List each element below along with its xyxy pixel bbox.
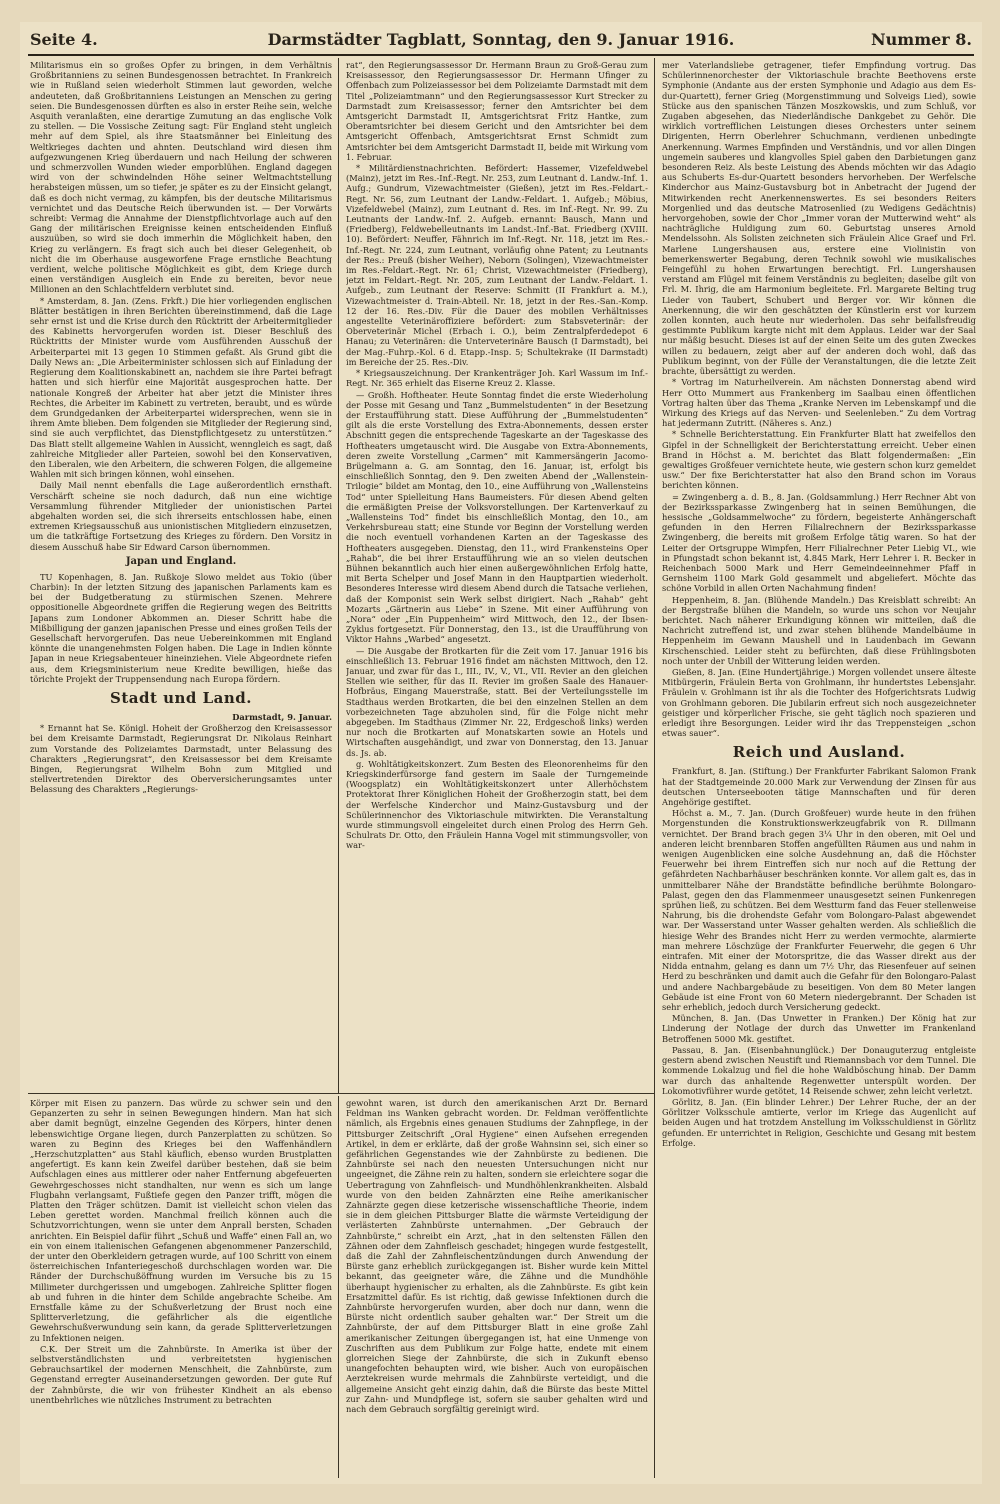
article-kriegsauszeichnung: * Kriegsauszeichnung. Der Krankenträger Joh. Karl Wassum im Inf.-Regt. Nr. 365 erhielt das Eiserne Kreuz 2. Klasse. (346, 368, 648, 389)
article-passau: Passau, 8. Jan. (Eisenbahnunglück.) Der Donauguterzug entgleiste gestern abend zwischen Neustift und Riemannsbach vor dem Tunnel. Die kommende Lokalzug und fiel die hohe Waldböschung hinab. Der Damm war durch das anhaltende Regenwetter unterspült worden. Der Lokomotivführer wurde getötet, 14 Reisende schwer, zehn leicht verletzt. (662, 1044, 976, 1096)
bottom-column-2 (346, 1098, 648, 1478)
heading-japan-england: Japan und England. (125, 555, 237, 567)
article-giessen: Gießen, 8. Jan. (Eine Hundertjährige.) Morgen vollendet unsere älteste Mitbürgerin, Fräulein Berta von Grohlmann, ihr hundertstes Lebensjahr. Fräulein v. Grohlmann ist ihr als die Tochter des Hofgerichtsrats Ludwig von Grohlmann geboren. Die Jubilarin erfreut sich noch ausgezeichneter geistiger und körperlicher Frische, sie geht täglich noch spazieren und erledigt ihre Besorgungen. Leider wird ihr das Treppensteigen „schon etwas sauer“. (662, 666, 976, 739)
article-zahnbuerste-cont: gewohnt waren, ist durch den amerikanischen Arzt Dr. Bernard Feldman ins Wanken gebracht worden. Dr. Feldman veröffentlichte nämlich, als Ergebnis eines genauen Studiums der Zahnpflege, in der Pittsburger Zeitschrift „Oral Hygiene“ einen Aufsehen erregenden Artikel, in dem er erklärte, daß der große Wahnsinn sei, sich einer so gefährlichen Gegenstandes wie der Zahnbürste zu bedienen. Die Zahnbürste sei nach den neuesten Untersuchungen nicht nur ungeeignet, die Zähne rein zu halten, sondern sie erleichtere sogar die Uebertragung von Zahnfleisch- und Mundhöhlenkrankheiten. Alsbald wurde von den beiden Zahnärzten eine Reihe amerikanischer Zahnärzte gegen diese ketzerische wissenschaftliche Theorie, indem sie in dem gleichen Pittsburger Blatte die wärmste Verteidigung der verlästerten Zahnbürste unternahmen. „Der Gebrauch der Zahnbürste,“ schreibt ein Arzt, „hat in den seltensten Fällen den Zähnen oder dem Zahnfleisch geschadet; hingegen wurde festgestellt, daß die Zahl der Zahnfleischentzündungen durch Anwendung der Bürste ganz erheblich zurückgegangen ist. Bisher wurde kein Mittel bekannt, das geeigneter wäre, die Zähne und die Mundhöhle überhaupt hygienischer zu erhalten, als die Zahnbürste. Es gibt kein Ersatzmittel dafür. Es ist richtig, daß gewisse Infektionen durch die Zahnbürste hervorgerufen wurden, aber doch nur dann, wenn die Bürste nicht ordentlich sauber gehalten war.“ Der Streit um die Zahnbürste, der auf dem Pittsburger Blatt in eine große Zahl amerikanischer Zeitungen übergegangen ist, hat eine Unmenge von Zuschriften aus dem Publikum zur Folge hatte, endete mit einem glorreichen Siege der Zahnbürste, die sich in Zukunft ebenso unangefochten behaupten wird, wie bisher. Auch von europäischen Aerztekreisen wurde mehrmals die Zahnbürste verteidigt, und die allgemeine Ansicht geht einzig dahin, daß die Bürste das beste Mittel zur Zahn- und Mundpflege ist, sofern sie sauber gehalten wird und nach dem Gebrauch sorgfältig gereinigt wird. (346, 1098, 648, 1415)
article-amsterdam: * Amsterdam, 8. Jan. (Zens. Frkft.) Die hier vorliegenden englischen Blätter bestätigen in ihren Berichten übereinstimmend, daß die Lage sehr ernst ist und die Krise durch den Rücktritt der Arbeitermitglieder des Kabinetts hervorgerufen worden ist. Dieser Beschluß des Rücktritts der Minister wurde vom Ausführenden Ausschuß der Arbeiterpartei mit 13 gegen 10 Stimmen gefaßt. Als Grund gibt die Daily News an: „Die Arbeiterminister schlossen sich auf Einladung der Regierung dem Koalitionskabinett an, nachdem sie ihre Partei befragt hatten und sich hierfür eine Majorität ausgesprochen hatte. Der nationale Kongreß der Arbeiter hat aber jetzt die Minister ihres Rechtes, die Arbeiter im Kabinett zu vertreten, beraubt, und es würde dem Grundgedanken der Arbeiterpartei widersprechen, wenn sie in ihrem Amte blieben. Dem folgenden sie Mitglieder der Regierung sind, sind sie auch verpflichtet, das Dienstpflichtgesetz zu unterstützen.“ Das Blatt stellt allgemeine Wahlen in Aussicht, wenngleich es sagt, daß zahlreiche Mitglieder aller Parteien, sowohl bei den Konservativen, den Liberalen, wie den Arbeitern, die schweren Folgen, die allgemeine Wahlen mit sich bringen können, wohl einsehen. (30, 295, 332, 480)
page-number: Seite 4. (30, 30, 98, 49)
paper-title: Darmstädter Tagblatt, Sonntag, den 9. Januar 1916. (267, 30, 735, 49)
article-berichterstattung: * Schnelle Berichterstattung. Ein Frankfurter Blatt hat zweifellos den Gipfel in der Schnelligkeit der Berichterstattung erreicht. Ueber einen Brand in Höchst a. M. berichtet das Blatt folgendermaßen: „Ein gewaltiges Großfeuer vernichtete heute, wie gestern schon kurz gemeldet usw.“ Der fixe Berichterstatter hat also den Brand schon im Voraus berichten können. (662, 429, 976, 491)
article-text: mer Vaterlandsliebe getragener, tiefer Empfindung vortrug. Das Schülerinnenorchester der Viktoriaschule brachte Beethovens erste Symphonie (Andante aus der ersten Symphonie und Adagio aus dem Es-dur-Quartett), ferner Grieg (Morgenstimmung und Solveigs Lied), sowie Stücke aus den spanischen Tänzen Moszkowskis, und zum Schluß, vor Zugaben abgesehen, das Niederländische Dankgebet zu Gehör. Die wirklich vortrefflichen Leistungen dieses Orchesters unter seinem Dirigenten, Herrn Oberlehrer Schuchmann, verdienen unbedingte Anerkennung. Warmes Empfinden und Verständnis, und vor allen Dingen ungemein sauberes und klangvolles Spiel gaben den Darbietungen ganz besonderen Reiz. Als beste Leistung des Abends möchten wir das Adagio aus Schuberts Es-dur-Quartett besonders hervorheben. Der Werfelsche Kinderchor aus Mainz-Gustavsburg bot in Anbetracht der Jugend der Mitwirkenden recht Anerkennenswertes. Es sei besonders Reiters Morgenlied und das deutsche Matrosenlied (zu Wedigens Gedächtnis) hervorgehoben, sowie der Chor „Immer voran der Mutterwind weht“ als nachträgliche Huldigung zum 60. Geburtstag unseres Arnold Mendelssohn. Als Solisten zeichneten sich Fräulein Alice Graef und Frl. Marlene Lungershausen aus, erstere eine Violinistin von bemerkenswerter Begabung, deren Technik sowohl wie musikalisches Feingefühl zu hohen Erwartungen berechtigt. Frl. Lungershausen verstand am Flügel mit feinem Verständnis zu begleiten; daselbe gilt von Frl. M. Ihrig, die am Harmonium begleitete. Frl. Margarete Belting trug Lieder von Taubert, Schubert und Berger vor. Wir können die Anerkennung, die wir den geschätzten der Künstlerin erst vor kurzem zollen konnten, auch heute nur wiederholen. Das sehr beifallsfreudig gestimmte Publikum kargte nicht mit dem Applaus. Leider war der Saal nur mäßig besucht. Dieses ist auf der einen Seite um des guten Zweckes willen zu bedauern, zeigt aber auf der anderen doch wohl, daß das Publikum beginnt, von der Fülle der Veranstaltungen, die die letzte Zeit brachte, übersättigt zu werden. (662, 60, 976, 377)
column-2 (346, 60, 648, 1090)
article-militaer: * Militärdienstnachrichten. Befördert: Hassemer, Vizefeldwebel (Mainz), jetzt im Res.-Inf.-Regt. Nr. 253, zum Leutnant d. Landw.-Inf. 1. Aufg.; Gundrum, Vizewachtmeister (Gießen), jetzt im Res.-Feldart.-Regt. Nr. 56, zum Leutnant der Landw.-Feldart. 1. Aufgeb.; Möbius, Vizefeldwebel (Mainz), zum Leutnant d. Res. im Inf.-Regt. Nr. 99. Zu Leutnants der Landw.-Inf. 2. Aufgeb. ernannt: Bausch, Mann und (Friedberg), Feldwebelleutnants im Landst.-Inf.-Bat. Friedberg (XVIII. 10). Befördert: Neuffer, Fähnrich im Inf.-Regt. Nr. 118, jetzt im Res.-Inf.-Regt. Nr. 224, zum Leutnant, vorläufig ohne Patent; zu Leutnants der Res.: Preuß (bisher Weiher), Neborn (Solingen), Vizewachtmeister im Res.-Feldart.-Regt. Nr. 61; Christ, Vizewachtmeister (Friedberg), jetzt im Feldart.-Regt. Nr. 205, zum Leutnant der Landw.-Feldart. 1. Aufgeb., zum Leutnant der Reserve: Schmitt (II Frankfurt a. M.), Vizewachtmeister d. Train-Abteil. Nr. 18, jetzt in der Res.-San.-Komp. 12 der 16. Res.-Div. Für die Dauer des mobilen Verhältnisses angestellte Veterinäroffiziere befördert: zum Stabsveterinär: der Oberveterinär Michel (Erbach i. O.), beim Zentralpferdedepot 6 Hanau; zu Veterinären: die Unterveterinäre Bausch (I Darmstadt), bei der Mag.-Fuhrp.-Kol. 6 d. Etapp.-Insp. 5; Schultekrake (II Darmstadt) im Bereiche der 25. Res.-Div. (346, 163, 648, 367)
article-hoftheater: — Großh. Hoftheater. Heute Sonntag findet die erste Wiederholung der Posse mit Gesang und Tanz „Bummelstudenten“ in der Besetzung der Erstaufführung statt. Diese Aufführung der „Bummelstudenten“ gilt als die erste Vorstellung des Extra-Abonnements, dessen erster Abschnitt gegen die entsprechende Tageskarte an der Tageskasse des Hoftheaters umgetauscht wird. Die Ausgabe von Extra-Abonnements, deren zweite Vorstellung „Carmen“ mit Kammersängerin Jacomo-Brügelmann a. G. am Sonntag, den 16. Januar, ist, erfolgt bis einschließlich Sonntag, den 9. Den zweiten Abend der „Wallenstein-Trilogie“ bildet am Montag, den 10., eine Aufführung von „Wallensteins Tod“ unter Spielleitung Hans Baumeisters. Für diesen Abend gelten die ermäßigten Preise der Volksvorstellungen. Der Kartenverkauf zu „Wallensteins Tod“ findet bis einschließlich Montag, den 10., am Verkehrsbureau statt; eine Stunde vor Beginn der Vorstellung werden die noch eventuell vorhandenen Karten an der Tageskasse des Hoftheaters ausgegeben. Dienstag, den 11., wird Frankensteins Oper „Rahab“, die bei ihrer Erstaufführung wie an so vielen deutschen Bühnen bekanntlich auch hier einen außergewöhnlichen Erfolg hatte, mit Berta Schelper und Josef Mann in den Hauptpartien wiederholt. Besonderes Interesse wird diesem Abend durch die Tatsache verliehen, daß der Komponist sein Werk selbst dirigiert. Nach „Rahab“ geht Mozarts „Gärtnerin aus Liebe“ in Szene. Mit einer Aufführung von „Nora“ oder „Ein Puppenheim“ wird Mittwoch, den 12., der Ibsen-Zyklus fortgesetzt. Für Donnerstag, den 13., ist die Uraufführung von Viktor Hahns „Warbed“ angesetzt. (346, 389, 648, 645)
article-frankfurt: Frankfurt, 8. Jan. (Stiftung.) Der Frankfurter Fabrikant Salomon Frank hat der Stadtgemeinde 20.000 Mark zur Verwendung der Zinsen für aus deutschen Unterseebooten tätige Mannschaften und für deren Angehörige gestiftet. (662, 766, 976, 808)
heading-reich-und-ausland: Reich und Ausland. (732, 743, 906, 762)
column-rule (338, 1096, 339, 1478)
article-zwingenberg: = Zwingenberg a. d. B., 8. Jan. (Goldsammlung.) Herr Rechner Abt von der Bezirkssparkasse Zwingenberg hat in seinen Bemühungen, die hessische „Goldsammelwoche“ zu fördern, begeisterte Anhängerschaft gefunden in den Herren Filialrechnern der Bezirkssparkasse Zwingenberg, die bereits mit großem Erfolge tätig waren. So hat der Leiter der Ortsgruppe Wimpfen, Herr Filialrechner Peter Liebig VI., wie in Pfungstadt schon bekannt ist, 4.845 Mark, Herr Lehrer i. R. Becker in Reichenbach 5000 Mark und Herr Gemeindeeinnehmer Pfaff in Gernsheim 1100 Mark Gold gesammelt und abgeliefert. Möchte das schöne Vorbild in allen Orten Nachahmung finden! (662, 491, 976, 594)
column-rule (338, 58, 339, 1093)
article-hoechst: Höchst a. M., 7. Jan. (Durch Großfeuer) wurde heute in den frühen Morgenstunden die Konstruktionswerkzeugfabrik von R. Dillmann vernichtet. Der Brand brach gegen 3¼ Uhr in den oberen, mit Oel und anderen leicht brennbaren Stoffen angefüllten Räumen aus und nahm in wenigen Augenblicken eine solche Ausdehnung an, daß die Höchster Feuerwehr bei ihrem Eintreffen sich nur noch auf die Rettung der gefährdeten Nachbarhäuser beschränken konnte. Vor allem galt es, das in unmittelbarer Nähe der Brandstätte befindliche berühmte Bolongaro-Palast, gegen den das Flammenmeer unausgesetzt seinen Funkenregen sprühen ließ, zu schützen. Bei dem Westturm fand das Feuer stellenweise Nahrung, bis die drohendste Gefahr vom Bolongaro-Palast abgewendet war. Der Wasserstand unter Wasser gehalten werden. Als schließlich die hiesige Wehr des Brandes nicht Herr zu werden vermochte, alarmierte man mehrere Löschzüge der Frankfurter Feuerwehr, die gegen 6 Uhr eintrafen. Mit einer der Motorspritze, die das Wasser direkt aus der Nidda entnahm, gelang es dann um 7½ Uhr, das Riesenfeuer auf seinen Herd zu beschränken und damit auch die Gefahr für den Bolongaro-Palast und andere Nachbargebäude zu beseitigen. Von dem 80 Meter langen Gebäude ist eine Front von 60 Metern niedergebrannt. Der Schaden ist sehr erheblich, jedoch durch Versicherung gedeckt. (662, 808, 976, 1013)
article-daily-mail: Daily Mail nennt ebenfalls die Lage außerordentlich ernsthaft. Verschärft scheine sie noch dadurch, daß nun eine wichtige Versammlung führender Mitglieder der unionistischen Partei abgehalten worden sei, die sich ihrerseits entschlossen habe, einen extremen Kriegsausschuß aus unionistischen Mitgliedern einzusetzen, um die tatkräftige Fortsetzung des Krieges zu fördern. Den Vorsitz in diesem Ausschuß habe Sir Edward Carson übernommen. (30, 480, 332, 552)
article-ernannt: * Ernannt hat Se. Königl. Hoheit der Großherzog den Kreisassessor bei dem Kreisamte Darmstadt, Regierungsrat Dr. Nikolaus Reinhart zum Vorstande des Polizeiamtes Darmstadt, unter Belassung des Charakters „Regierungsrat“, den Kreisassessor bei dem Kreisamte Bingen, Regierungsrat Wilhelm Bohn zum Mitglied und stellvertretenden Direktor des Oberversicherungsamtes unter Belassung des Charakters „Regierungs- (30, 723, 332, 795)
newspaper-page (20, 22, 982, 1484)
article-goerlitz: Görlitz, 8. Jan. (Ein blinder Lehrer.) Der Lehrer Ruche, der an der Görlitzer Volksschule amtierte, verlor im Kriege das Augenlicht auf beiden Augen und hat trotzdem Anstellung im Volksschuldienst in Görlitz gefunden. Er unterrichtet in Religion, Geschichte und Gesang mit bestem Erfolge. (662, 1096, 976, 1148)
article-text: Militarismus ein so großes Opfer zu bringen, in dem Verhältnis Großbritanniens zu seinen Bundesgenossen betrachtet. In Frankreich wie in Rußland seien wiederholt Stimmen laut geworden, welche andeuteten, daß Großbritanniens Leistungen an Menschen zu gering seien. Die Bundesgenossen dürften es also in erster Reihe sein, welche Asquith veranlaßten, eine derartige Zumutung an das englische Volk zu stellen. — Die Vossische Zeitung sagt: Für England steht ungleich mehr auf dem Spiel, als ihre Staatsmänner bei Einleitung des Weltkrieges dachten und ahnten. Deutschland wird diesen ihm aufgezwungenen Krieg überdauern und nach Heilung der schweren und schmerzvollen Wunden wieder emporblühen. England dagegen wird von der schwindelnden Höhe seiner Weltmachtstellung herabsteigen müssen, um so tiefer, je später es zu der Einsicht gelangt, daß es doch nicht vermag, zu kämpfen, bis der deutsche Militarismus vernichtet und das Deutsche Reich überwunden ist. — Der Vorwärts schreibt: Vermag die Annahme der Dienstpflichtvorlage auch auf den Gang der militärischen Ereignisse keinen entscheidenden Einfluß auszuüben, so wird sie doch immerhin die Möglichkeit haben, den Krieg zu verlängern. Es fragt sich auch bei dieser Gelegenheit, ob nicht die im Oberhause ausgeworfene Frage ernstliche Beachtung verdient, welche politische Möglichkeit es gibt, dem Kriege durch einen verständigen Ausgleich ein Ende zu bereiten, bevor neue Millionen an den Schlachtfeldern verblutet sind. (30, 60, 332, 295)
column-rule (654, 58, 655, 1478)
section-rule (28, 1093, 654, 1094)
article-brotkarten: — Die Ausgabe der Brotkarten für die Zeit vom 17. Januar 1916 bis einschließlich 13. Februar 1916 findet am nächsten Mittwoch, den 12. Januar, und zwar für das I., III., IV., V., VI., VII. Revier an den gleichen Stellen wie seither, für das II. Revier im großen Saale des Hanauer-Hofbräus, Eingang Mauerstraße, statt. Bei der Verteilungsstelle im Stadthaus werden Brotkarten, die bei den einzelnen Stellen an dem vorbezeichneten Tage abzuholen sind, für die Folge nicht mehr abgegeben. Im Stadthaus (Zimmer Nr. 22, Erdgeschoß links) werden nur noch die Brotkarten auf Monatskarten sowie an Hotels und Wirtschaften ausgehändigt, und zwar von Donnerstag, den 13. Januar ds. Js. ab. (346, 645, 648, 758)
issue-number: Nummer 8. (871, 30, 972, 49)
column-1 (30, 60, 332, 1090)
column-3 (662, 60, 976, 1478)
article-text: rat“, den Regierungsassessor Dr. Hermann Braun zu Groß-Gerau zum Kreisassessor, den Regierungsassessor Dr. Hermann Ufinger zu Offenbach zum Polizeiassessor bei dem Polizeiamte Darmstadt mit dem Titel „Polizeiamtmann“ und den Regierungsassessor Kurt Strecker zu Darmstadt zum Kreisassessor; ferner den Amtsrichter bei dem Amtsgericht Darmstadt II, Amtsgerichtsrat Fritz Hantke, zum Oberamtsrichter bei diesem Gericht und den Amtsrichter bei dem Amtsgericht Offenbach, Amtsgerichtsrat Ernst Schmidt zum Amtsrichter bei dem Amtsgericht Darmstadt II, beide mit Wirkung vom 1. Februar. (346, 60, 648, 162)
article-muenchen: München, 8. Jan. (Das Unwetter in Franken.) Der König hat zur Linderung der Notlage der durch das Unwetter im Frankenland Betroffenen 5000 Mk. gestiftet. (662, 1013, 976, 1044)
article-heppenheim: Heppenheim, 8. Jan. (Blühende Mandeln.) Das Kreisblatt schreibt: An der Bergstraße blühen die Mandeln, so wurde uns schon vor Neujahr berichtet. Nach näherer Erkundigung können wir mitteilen, daß die Nachricht zutreffend ist, und zwar stehen blühende Mandelbäume in Heppenheim im Gewann Maushell und in Laudenbach im Gewann Kirschenschied. Leider steht zu befürchten, daß diese Frühlingsboten noch unter der Unbill der Witterung leiden werden. (662, 594, 976, 666)
dateline: Darmstadt, 9. Januar. (232, 711, 332, 722)
article-kopenhagen: TU Kopenhagen, 8. Jan. Rußkoje Slowo meldet aus Tokio (über Charbin): In der letzten Sitzung des japanischen Parlaments kam es bei der Budgetberatung zu stürmischen Szenen. Mehrere oppositionelle Abgeordnete griffen die Regierung wegen des Beitritts Japans zum Londoner Abkommen an. Dieser Schritt habe die Mißbilligung der ganzen japanischen Presse und eines großen Teils der Gesellschaft hervorgerufen. Das neue Uebereinkommen mit England könnte die unangenehmsten Folgen haben. Die Lage in Indien könnte Japan in neue Kriegsabenteuer hineinziehen. Viele Abgeordnete riefen aus, dem Kriegsministerium neue Kredite bewilligen, hieße das törichte Projekt der Truppensendung nach Europa fördern. (30, 571, 332, 684)
bottom-column-1 (30, 1098, 332, 1478)
article-zahnbuerste: C.K. Der Streit um die Zahnbürste. In Amerika ist über der selbstverständlichsten und verbreitetsten hygienischen Gebrauchsartikel der modernen Menschheit, die Zahnbürste, zum Gegenstand erregter Auseinandersetzungen geworden. Der gute Ruf der Zahnbürste, die wir von frühester Kindheit an als ebenso unentbehrliches wie nützliches Instrument zu betrachten (30, 1343, 332, 1405)
masthead (28, 28, 974, 56)
article-konzert: g. Wohltätigkeitskonzert. Zum Besten des Eleonorenheims für den Kriegskinderfürsorge fand gestern im Saale der Turngemeinde (Woogsplatz) ein Wohltätigkeitskonzert unter Allerhöchstem Protektorat Ihrer Königlichen Hoheit der Großherzogin statt, bei dem der Werfelsche Kinderchor und Mainz-Gustavsburg und der Schülerinnenchor des Viktoriaschule mitwirkten. Die Veranstaltung wurde stimmungsvoll eingeleitet durch einen Prolog des Herrn Geh. Schulrats Dr. Otto, den Fräulein Hanna Vogel mit stimmungsvoller, von war- (346, 758, 648, 851)
article-vortrag: * Vortrag im Naturheilverein. Am nächsten Donnerstag abend wird Herr Otto Mummert aus Frankenberg im Saalbau einen öffentlichen Vortrag halten über das Thema „Kranke Nerven im Lebenskampf und die Wirkung des Kriegs auf das Nerven- und Seelenleben.“ Zu dem Vortrag hat jedermann Zutritt. (Näheres s. Anz.) (662, 377, 976, 429)
article-panzer: Körper mit Eisen zu panzern. Das würde zu schwer sein und den Gepanzerten zu sehr in seinen Bewegungen hindern. Man hat sich aber damit begnügt, einzelne Gegenden des Körpers, hinter denen lebenswichtige Organe liegen, durch Panzerplatten zu schützen. So waren zu Beginn des Krieges bei den Waffenhändlern „Herzschutzplatten“ aus Stahl käuflich, ebenso wurden Brustplatten angefertigt. Es kann kein Zweifel darüber bestehen, daß sie beim Aufschlagen eines aus mittlerer oder naher Entfernung abgefeuerten Gewehrgeschosses nicht standhalten, nur wenn es sich um lange Flugbahn verlangsamt, Fußtiefe gegen den Panzer trifft, mögen die Platten den Träger schützen. Damit ist vielleicht schon vielen das Leben gerettet worden. Manchmal freilich können auch die Schutzvorrichtungen, wenn sie unter dem Anprall bersten, Schaden anrichten. Ein Beispiel dafür führt „Schuß und Waffe“ einen Fall an, wo ein von einem italienischen Gefangenen abgenommener Panzerschild, der unter den Oberkleidern getragen wurde, auf 100 Schritt von einem österreichischen Infanteriegeschoß durchschlagen worden war. Die Ränder der Durchschußöffnung wurden im Versuche bis zu 15 Millimeter durchgerissen und umgebogen. Zahlreiche Splitter flogen ab und fuhren in die hinter dem Schilde angebrachte Scheibe. Am Ernstfalle käme zu der Schußverletzung der Brust noch eine Splitterverletzung, die gefährlicher als die eigentliche Gewehrschußverwundung sein kann, da gerade Splitterverletzungen zu Infektionen neigen. (30, 1098, 332, 1343)
heading-stadt-und-land: Stadt und Land. (109, 688, 253, 707)
